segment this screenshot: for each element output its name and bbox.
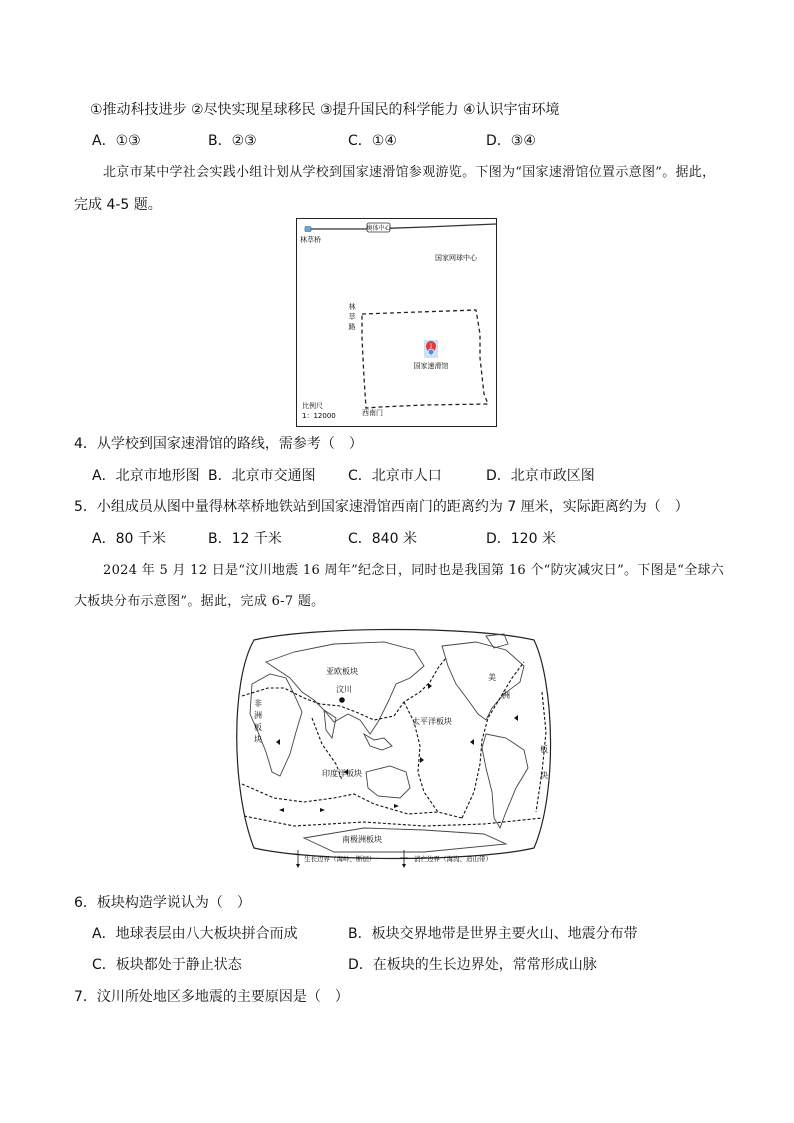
q6-option-c[interactable]: C．板块都处于静止状态 bbox=[92, 957, 242, 973]
q3-option-d[interactable]: D．③④ bbox=[486, 133, 536, 149]
passage2-line2: 大板块分布示意图”。据此，完成 6-7 题。 bbox=[74, 594, 325, 609]
america-label-2: 洲 bbox=[502, 691, 510, 700]
q3-option-b[interactable]: B．②③ bbox=[208, 133, 257, 149]
wenchuan-label: 汶川 bbox=[336, 685, 352, 694]
q6-stem: 6．板块构造学说认为（ ） bbox=[74, 895, 251, 911]
q4-option-c[interactable]: C．北京市人口 bbox=[348, 468, 442, 484]
q4-option-d[interactable]: D．北京市政区图 bbox=[486, 468, 595, 484]
passage2-line1: 2024 年 5 月 12 日是“汶川地震 16 周年”纪念日，同时也是我国第 16 个“防灾减灾日”。下图是“全球六 bbox=[103, 563, 725, 578]
road-label-2: 萃 bbox=[348, 313, 356, 321]
venue-label: 国家速滑馆 bbox=[413, 362, 449, 370]
africa-label-2: 洲 bbox=[254, 711, 262, 720]
q4-option-b[interactable]: B．北京市交通图 bbox=[208, 468, 316, 484]
q5-option-c[interactable]: C．840 米 bbox=[348, 531, 417, 547]
q5-option-d[interactable]: D．120 米 bbox=[486, 531, 556, 547]
legend-subduction: 消亡边界（海沟、造山带） bbox=[414, 855, 492, 863]
q3-option-a[interactable]: A．①③ bbox=[92, 133, 141, 149]
passage1-line1: 北京市某中学社会实践小组计划从学校到国家速滑馆参观游览。下图为“国家速滑馆位置示意图”。据此， bbox=[103, 165, 716, 180]
q5-stem: 5．小组成员从图中量得林萃桥地铁站到国家速滑馆西南门的距离约为 7 厘米，实际距离约为（ ） bbox=[74, 499, 689, 515]
q5-option-a[interactable]: A．80 千米 bbox=[92, 531, 166, 547]
indian-plate-label: 印度洋板块 bbox=[322, 769, 362, 778]
q3-option-c[interactable]: C．①④ bbox=[348, 133, 397, 149]
africa-label-1: 非 bbox=[254, 699, 262, 708]
tectonic-plates-map bbox=[224, 622, 564, 870]
passage1-line2: 完成 4-5 题。 bbox=[74, 197, 162, 213]
scale-value: 1：12000 bbox=[302, 412, 336, 420]
africa-label-3: 板 bbox=[254, 723, 262, 732]
q5-option-b[interactable]: B．12 千米 bbox=[208, 531, 282, 547]
plate-label-1: 板 bbox=[540, 745, 548, 754]
america-label-1: 美 bbox=[488, 673, 496, 682]
plate-label-2: 块 bbox=[540, 771, 548, 780]
legend-growth: 生长边界（海岭、断层） bbox=[304, 855, 376, 863]
q4-stem: 4．从学校到国家速滑馆的路线，需参考（ ） bbox=[74, 436, 363, 452]
gate-label: 西南门 bbox=[362, 409, 383, 417]
scale-title: 比例尺 bbox=[302, 402, 323, 410]
q6-option-a[interactable]: A．地球表层由八大板块拼合而成 bbox=[92, 926, 298, 942]
q7-stem: 7．汶川所处地区多地震的主要原因是（ ） bbox=[74, 989, 349, 1005]
q3-statement: ①推动科技进步 ②尽快实现星球移民 ③提升国民的科学能力 ④认识宇宙环境 bbox=[90, 102, 560, 118]
road-label-1: 林 bbox=[348, 303, 356, 311]
q6-option-d[interactable]: D．在板块的生长边界处，常常形成山脉 bbox=[348, 957, 597, 973]
tennis-center-label: 国家网球中心 bbox=[435, 254, 477, 262]
speed-skating-map bbox=[296, 218, 497, 427]
station-label: 林萃桥 bbox=[300, 236, 321, 244]
africa-label-4: 块 bbox=[254, 735, 262, 744]
pacific-label: 太平洋板块 bbox=[412, 717, 452, 726]
road-label-3: 路 bbox=[348, 323, 356, 331]
antarctic-plate-label: 南极洲板块 bbox=[342, 835, 382, 844]
eurasia-label: 亚欧板块 bbox=[326, 667, 358, 676]
q4-option-a[interactable]: A．北京市地形图 bbox=[92, 468, 200, 484]
q6-option-b[interactable]: B．板块交界地带是世界主要火山、地震分布带 bbox=[348, 926, 638, 942]
top-label: 奥体中心 bbox=[366, 225, 391, 232]
pin-number: 1 bbox=[429, 343, 433, 350]
wenchuan-dot bbox=[339, 697, 345, 703]
station-marker bbox=[305, 227, 311, 232]
